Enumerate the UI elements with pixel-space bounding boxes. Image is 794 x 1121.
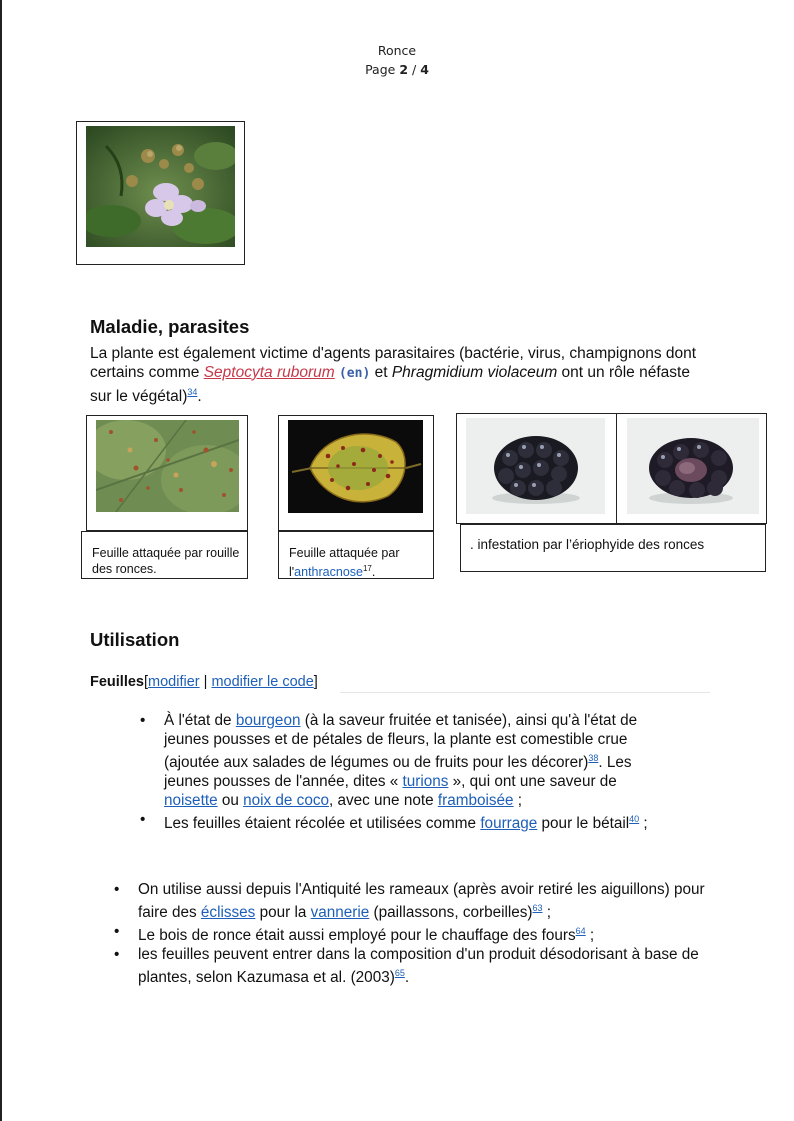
disease-paragraph: La plante est également victime d'agents parasitaires (bactérie, virus, champignons dont certains comme Septocyta ruborum (en) et Phragmidium violaceum ont un rôle néfaste sur le végétal)$^{34}$. <box>90 345 697 406</box>
bourgeon-link[interactable]: bourgeon <box>235 712 301 729</box>
feuilles-subheading: Feuilles[modifier | modifier le code] <box>90 674 318 690</box>
noisette-link[interactable]: noisette <box>164 792 218 810</box>
rust-caption: Feuille attaquée par rouille des ronces. <box>92 546 240 576</box>
edit-link[interactable]: modifier <box>148 674 200 690</box>
ref-17: 17 <box>362 564 372 573</box>
total-pages: 4 <box>420 62 429 77</box>
anthracnose-leaf-image <box>288 420 423 513</box>
list-item: • Le bois de ronce était aussi employé pour le chauffage des fours$^{64}$ ; <box>114 923 595 945</box>
list-item: • Les feuilles étaient récolée et utilisées comme fourrage pour le bétail$^{40}$ ; <box>140 811 648 833</box>
document-title: Ronce <box>377 43 417 58</box>
vannerie-link[interactable]: vannerie <box>310 904 370 922</box>
rust-leaf-image <box>96 420 239 512</box>
list-item: • On utilise aussi depuis l'Antiquité les rameaux (après avoir retiré les aiguillons) pour faire des éclisses pour la vannerie (paillassons, corbeilles)$^{63}$ ; <box>114 881 705 922</box>
blackberry-image-2 <box>627 418 759 514</box>
anthracnose-link[interactable]: anthracnose <box>294 565 363 580</box>
lang-en-tag[interactable]: (en) <box>338 365 371 381</box>
ref-34[interactable]: 34 <box>187 387 198 397</box>
page-number: Page 2 / 4 <box>365 62 429 77</box>
fourrage-link[interactable]: fourrage <box>480 815 538 833</box>
eclisses-link[interactable]: éclisses <box>200 904 256 922</box>
noix-de-coco-link[interactable]: noix de coco <box>243 792 329 810</box>
list-item: • les feuilles peuvent entrer dans la composition d'un produit désodorisant à base de plantes, selon Kazumasa et al. (2003)$^{65}$. <box>114 946 699 987</box>
mite-caption: . infestation par l’ériophyide des ronces <box>470 537 705 552</box>
turions-link[interactable]: turions <box>402 773 449 791</box>
ref-65[interactable]: 65 <box>394 968 405 979</box>
ref-40[interactable]: 40 <box>629 814 640 825</box>
page-left-edge <box>0 0 2 1121</box>
ref-63[interactable]: 63 <box>532 903 543 913</box>
anthracnose-caption: Feuille attaquée par l'anthracnose$^{17}$. <box>289 546 400 580</box>
section-heading-disease: Maladie, parasites <box>90 316 250 337</box>
edit-code-link[interactable]: modifier le code <box>211 674 314 690</box>
blackberry-divider <box>616 413 617 524</box>
bramble-flower-image <box>86 126 235 247</box>
ref-38[interactable]: 38 <box>588 753 599 763</box>
section-heading-utilisation: Utilisation <box>90 629 180 650</box>
subheading-rule <box>340 692 710 693</box>
blackberry-image-1 <box>466 418 605 514</box>
ref-64[interactable]: 64 <box>575 926 586 937</box>
leaves-uses-list <box>140 711 674 833</box>
current-page: 2 <box>399 62 409 77</box>
page-header <box>0 41 794 79</box>
septocyta-link[interactable]: Septocyta ruborum <box>203 363 335 381</box>
framboisee-link[interactable]: framboisée <box>437 792 514 810</box>
other-uses-list <box>114 880 708 987</box>
phragmidium-name: Phragmidium violaceum <box>391 363 558 381</box>
list-item: • À l'état de bourgeon (à la saveur fruitée et tanisée), ainsi qu'à l'état de jeunes pousses et de pétales de fleurs, la plante est comestible crue (ajoutée aux salades de légumes ou de fruits pour les décorer)$^{38}$. Les jeunes pousses de l'année, dites « turions », qui ont une saveur de noisette ou noix de coco, avec une note framboisée ; <box>140 712 638 810</box>
